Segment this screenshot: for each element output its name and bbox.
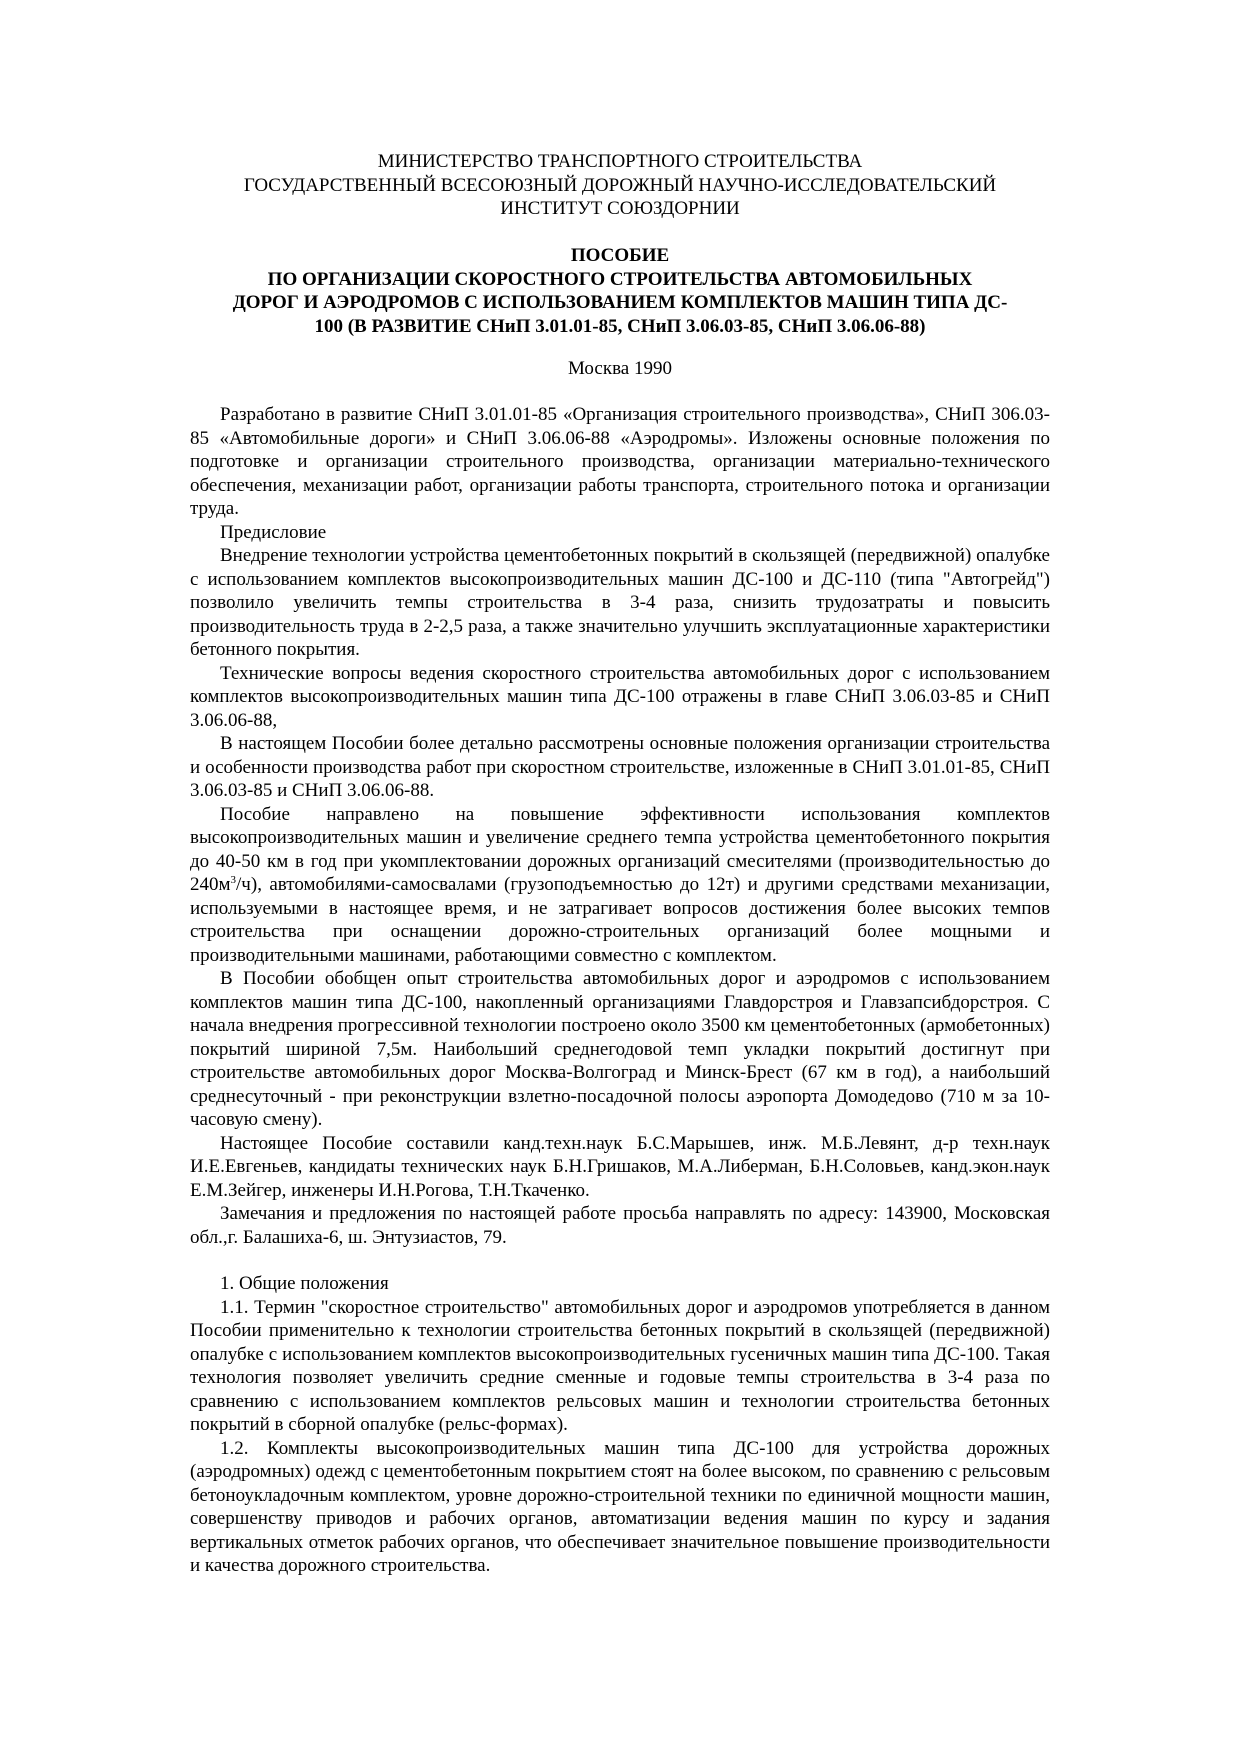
paragraph-scope: В настоящем Пособии более детально рассмотрены основные положения организации строительства и особенности производства работ при скоростном строительстве, изложенные в СНиП 3.01.01-85, СНиП 3.06.03-85 и СНиП 3.06.06-88. [190, 733, 1050, 801]
title-line-3: ДОРОГ И АЭРОДРОМОВ С ИСПОЛЬЗОВАНИЕМ КОМПЛЕКТОВ МАШИН ТИПА ДС- [232, 292, 1008, 313]
paragraph-authors: Настоящее Пособие составили канд.техн.наук Б.С.Марышев, инж. М.Б.Левянт, д-р техн.наук И.Е.Евгеньев, кандидаты технических наук Б.Н.Гришаков, М.А.Либерман, Б.Н.Соловьев, канд.экон.наук Е.М.Зейгер, инженеры И.Н.Рогова, Т.Н.Ткаченко. [190, 1132, 1050, 1201]
paragraph-technology: Внедрение технологии устройства цементобетонных покрытий в скользящей (передвижной) опалубке с использованием комплектов высокопроизводительных машин ДС-100 и ДС-110 (типа "Автогрейд") позволило увеличить темпы строительства в 3-4 раза, снизить трудозатраты и повысить производительность труда в 2-2,5 раза, а также значительно улучшить эксплуатационные характеристики бетонного покрытия. [190, 545, 1050, 660]
purpose-text-start: Пособие направлено на повышение эффективности использования комплектов высокопроизводительных машин и увеличение среднего темпа устройства цементобетонного покрытия до 40-50 км в год при укомплектовании дорожных организаций смесителями (производительностью до 240м [190, 803, 1050, 895]
title-line-4: 100 (В РАЗВИТИЕ СНиП 3.01.01-85, СНиП 3.06.03-85, СНиП 3.06.06-88) [314, 315, 926, 337]
paragraph-1-2: 1.2. Комплекты высокопроизводительных машин типа ДС-100 для устройства дорожных (аэродромных) одежд с цементобетонным покрытием стоят на более высоком, по сравнению с рельсовым бетоноукладочным комплектом, уровне дорожно-строительной техники по единичной мощности машин, совершенству приводов и рабочих органов, автоматизации ведения машин по курсу и задания вертикальных отметок рабочих органов, что обеспечивает значительное повышение производительности и качества дорожного строительства. [190, 1437, 1050, 1576]
document-body [190, 403, 1050, 1578]
city-year: Москва 1990 [568, 358, 672, 379]
paragraph-experience: В Пособии обобщен опыт строительства автомобильных дорог и аэродромов с использованием комплектов машин типа ДС-100, накопленный организациями Главдорстроя и Главзапсибдорстроя. С начала внедрения прогрессивной технологии построено около 3500 км цементобетонных (армобетонных) покрытий шириной 7,5м. Наибольший среднегодовой темп укладки покрытий достигнут при строительстве автомобильных дорог Москва-Волгоград и Минск-Брест (67 км в год), а наибольший среднесуточный - при реконструкции взлетно-посадочной полосы аэропорта Домодедово (710 м за 10-часовую смену). [190, 968, 1050, 1130]
title-line-1: ПОСОБИЕ [570, 245, 670, 266]
document-title [190, 244, 1050, 338]
heading-general-provisions: 1. Общие положения [220, 1273, 389, 1294]
paragraph-technical-questions: Технические вопросы ведения скоростного строительства автомобильных дорог с использованием комплектов высокопроизводительных машин типа ДС-100 отражены в главе СНиП 3.06.03-85 и СНиП 3.06.06-88, [190, 662, 1050, 731]
ministry-header [190, 150, 1050, 221]
paragraph-abstract: Разработано в развитие СНиП 3.01.01-85 «Организация строительного производства», СНиП 306.03-85 «Автомобильные дороги» и СНиП 3.06.06-88 «Аэродромы». Изложены основные положения по подготовке и организации строительного производства, организации материально-технического обеспечения, механизации работ, организации работы транспорта, строительного потока и организации труда. [190, 404, 1050, 519]
paragraph-1-1: 1.1. Термин "скоростное строительство" автомобильных дорог и аэродромов употребляется в данном Пособии применительно к технологии строительства бетонных покрытий в скользящей (передвижной) опалубке с использованием комплектов высокопроизводительных гусеничных машин типа ДС-100. Такая технология позволяет увеличить средние сменные и годовые темпы строительства в 3-4 раза по сравнению с использованием комплектов рельсовых машин и технологии строительства бетонных покрытий в сборной опалубке (рельс-формах). [190, 1296, 1050, 1435]
header-line-soyuzdornii: ИНСТИТУТ СОЮЗДОРНИИ [500, 198, 740, 219]
superscript-cubic: 3 [230, 874, 237, 886]
title-line-2: ПО ОРГАНИЗАЦИИ СКОРОСТНОГО СТРОИТЕЛЬСТВА АВТОМОБИЛЬНЫХ [267, 268, 973, 290]
header-line-institute: ГОСУДАРСТВЕННЫЙ ВСЕСОЮЗНЫЙ ДОРОЖНЫЙ НАУЧНО-ИССЛЕДОВАТЕЛЬСКИЙ [243, 174, 997, 196]
purpose-text-end: /ч), автомобилями-самосвалами (грузоподъемностью до 12т) и другими средствами механизации, используемыми в настоящее время, и не затрагивает вопросов достижения более высоких темпов строительства при оснащении дорожно-строительных организаций более мощными и производительными машинами, работающими совместно с комплектом. [190, 874, 1050, 966]
heading-preface: Предисловие [220, 521, 327, 543]
paragraph-purpose [190, 803, 1050, 968]
header-line-ministry: МИНИСТЕРСТВО ТРАНСПОРТНОГО СТРОИТЕЛЬСТВА [377, 151, 863, 172]
paragraph-address: Замечания и предложения по настоящей работе просьба направлять по адресу: 143900, Московская обл.,г. Балашиха-6, ш. Энтузиастов, 79. [190, 1203, 1050, 1248]
